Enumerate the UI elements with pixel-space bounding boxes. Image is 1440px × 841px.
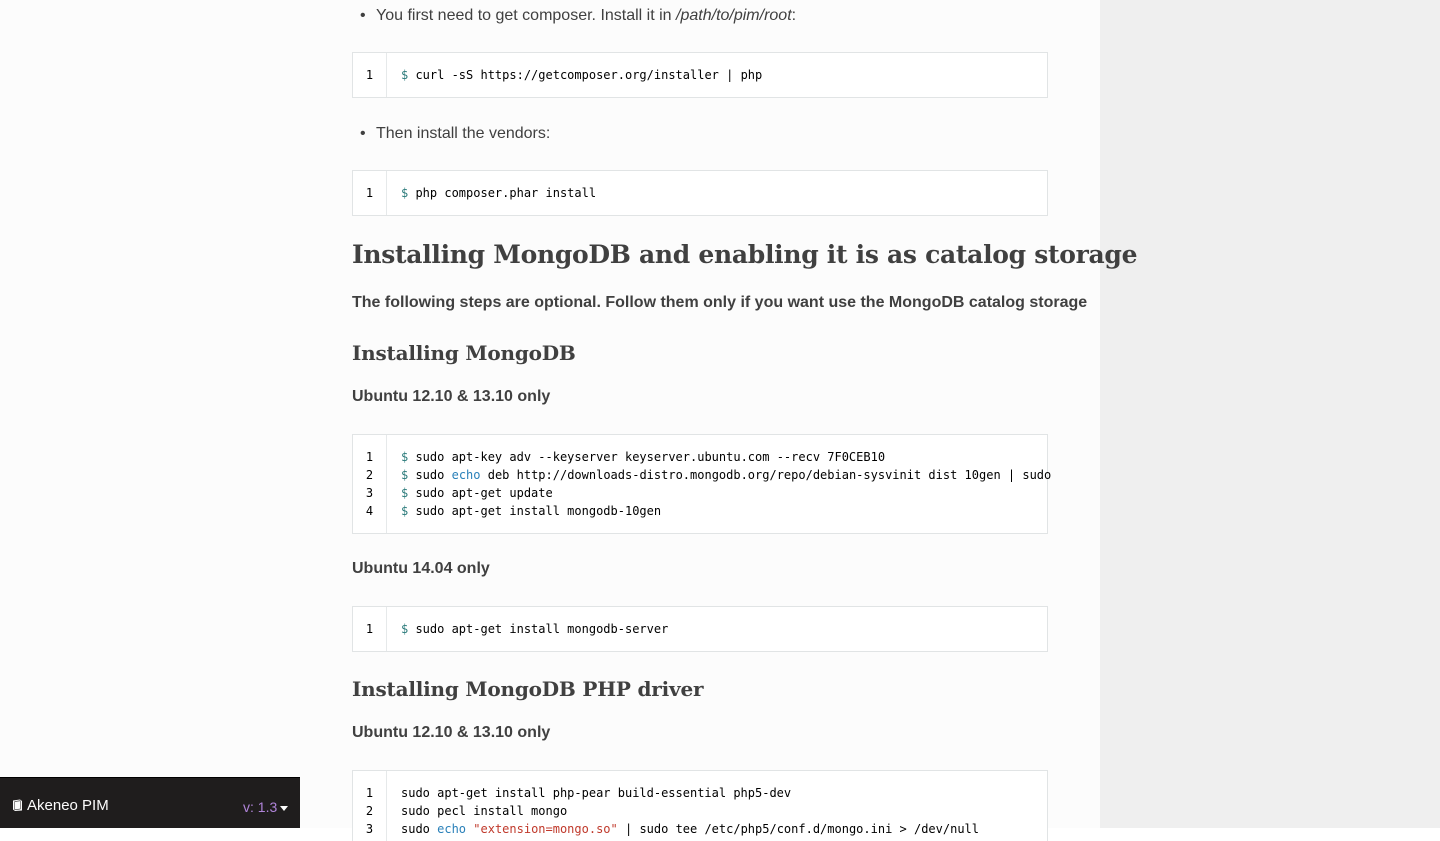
section-heading-mongodb-storage: Installing MongoDB and enabling it is as catalog storage (352, 240, 1138, 269)
left-background (0, 0, 300, 828)
bullet-text-suffix: : (791, 7, 797, 24)
shell-prompt: $ (401, 468, 409, 482)
code-text: | sudo tee /etc/php5/conf.d/mongo.ini > /dev/null (617, 822, 979, 836)
bullet-text: Then install the vendors: (376, 125, 551, 142)
code-line (401, 620, 668, 638)
right-gutter-background (1100, 0, 1440, 828)
code-string: "extension=mongo.so" (473, 822, 618, 836)
code-line: sudo pecl install mongo (401, 804, 568, 818)
code-line (401, 484, 553, 502)
code-text: sudo (408, 468, 452, 482)
line-number: 1 (365, 622, 374, 636)
code-text: sudo apt-get install mongodb-10gen (408, 504, 662, 518)
shell-prompt: $ (401, 68, 409, 82)
project-name: Akeneo PIM (27, 797, 109, 814)
code-line (401, 466, 1051, 484)
code-text: sudo (401, 822, 438, 836)
line-number: 3 (365, 486, 374, 500)
line-number: 1 (365, 786, 374, 800)
shell-prompt: $ (401, 450, 409, 464)
path-text: /path/to/pim/root (676, 7, 792, 24)
version-label[interactable]: v: 1.3 (243, 799, 278, 815)
code-text: sudo apt-get install mongodb-server (408, 622, 669, 636)
project-label (12, 797, 109, 814)
version-selector[interactable] (0, 777, 300, 828)
code-line (401, 66, 762, 84)
line-number: 3 (365, 822, 374, 836)
bullet-dot: • (360, 7, 366, 24)
code-block-composer-install (352, 52, 1048, 98)
shell-prompt: $ (401, 186, 409, 200)
code-text: php composer.phar install (408, 186, 597, 200)
book-icon (12, 799, 23, 811)
code-block-mongodb-install-ubuntu-1404 (352, 606, 1048, 652)
caret-down-icon[interactable] (280, 806, 288, 811)
shell-prompt: $ (401, 622, 409, 636)
code-text: sudo apt-get update (408, 486, 553, 500)
section-heading-php-driver: Installing MongoDB PHP driver (352, 677, 704, 701)
code-line: sudo apt-get install php-pear build-essential php5-dev (401, 786, 792, 800)
list-item-get-composer (360, 7, 797, 25)
bullet-text: You first need to get composer. Install it in (376, 7, 677, 24)
line-number: 4 (365, 504, 374, 518)
bullet-dot: • (360, 125, 366, 142)
code-text: sudo apt-key adv --keyserver keyserver.ubuntu.com --recv 7F0CEB10 (408, 450, 886, 464)
line-number: 2 (365, 468, 374, 482)
code-keyword: echo (451, 468, 481, 482)
code-line (401, 184, 596, 202)
code-block-vendors-install (352, 170, 1048, 216)
code-text: deb http://downloads-distro.mongodb.org/repo/debian-sysvinit dist 10gen | sudo (480, 468, 1052, 482)
code-text: curl -sS https://getcomposer.org/installer | php (408, 68, 763, 82)
shell-prompt: $ (401, 504, 409, 518)
code-line (401, 820, 979, 838)
section-heading-install-mongodb: Installing MongoDB (352, 341, 576, 365)
shell-prompt: $ (401, 486, 409, 500)
code-line (401, 448, 885, 466)
subheading-ubuntu-1210-driver: Ubuntu 12.10 & 13.10 only (352, 724, 551, 741)
subheading-ubuntu-1210: Ubuntu 12.10 & 13.10 only (352, 388, 551, 405)
code-line (401, 502, 661, 520)
code-block-mongodb-install-ubuntu-1210 (352, 434, 1052, 534)
subheading-ubuntu-1404: Ubuntu 14.04 only (352, 560, 490, 577)
list-item-install-vendors (360, 125, 551, 143)
code-block-php-driver-install (352, 770, 1048, 841)
line-number: 2 (365, 804, 374, 818)
line-number: 1 (365, 186, 374, 200)
code-keyword: echo (437, 822, 467, 836)
optional-note: The following steps are optional. Follow them only if you want use the MongoDB catalog storage (352, 294, 1088, 311)
line-number: 1 (365, 450, 374, 464)
line-number: 1 (365, 68, 374, 82)
